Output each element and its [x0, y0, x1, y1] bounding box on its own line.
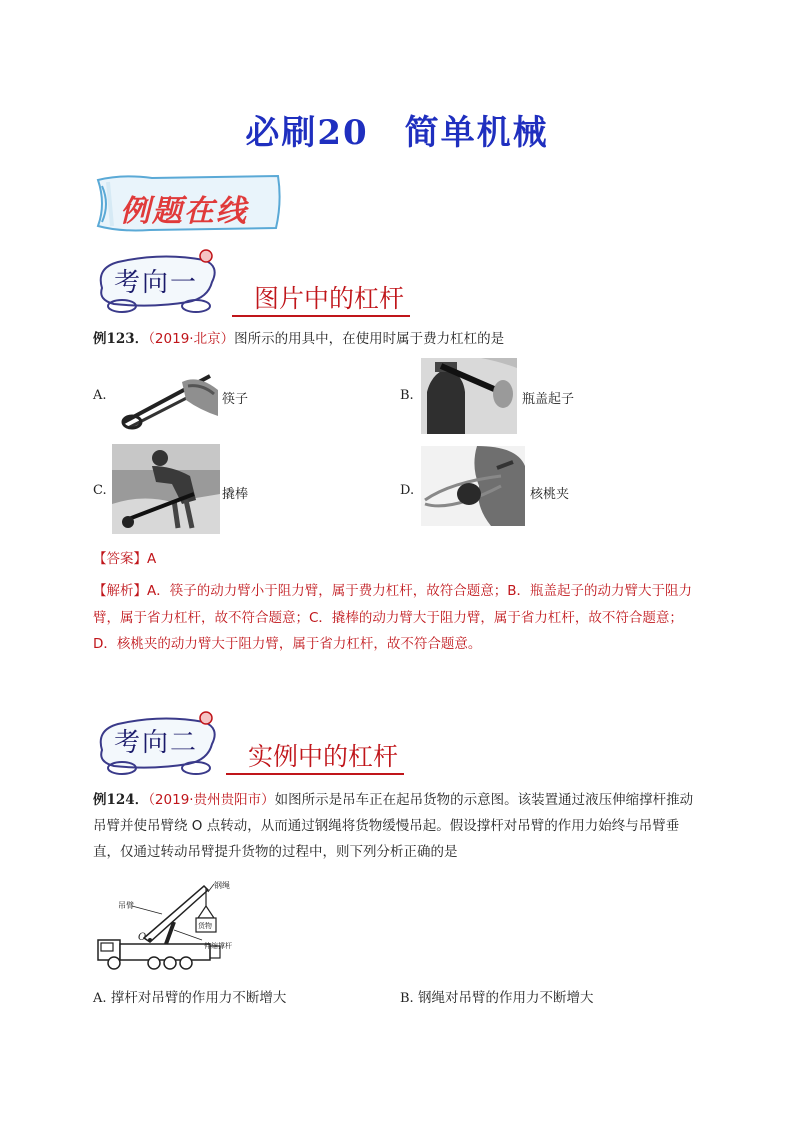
bottle-opener-image [421, 358, 517, 434]
answer-value: A [147, 551, 157, 567]
chopsticks-image [118, 360, 220, 432]
option-c-label: 撬棒 [222, 487, 249, 502]
section-badge-text-2: 考向二 [114, 728, 199, 758]
option-text: 撑杆对吊臂的作用力不断增大 [110, 990, 287, 1006]
option-letter: B. [400, 991, 414, 1006]
option-b [400, 388, 414, 403]
analysis [93, 578, 705, 658]
question-text: 如图所示是吊车正在起吊货物的示意图。该装置通过液压伸缩撑杆推动吊臂并使吊臂绕 O 点转动，从而通过钢绳将货物缓慢吊起。假设撑杆对吊臂的作用力始终与吊臂垂直，仅通过转动吊臂提升货物的过程中，则下列分析正确的是 [93, 792, 694, 860]
label-cargo: 货物 [198, 922, 212, 930]
option-a-label: 筷子 [222, 392, 249, 407]
option-letter: D. [400, 483, 415, 498]
section-heading-2: 实例中的杠杆 [226, 742, 404, 775]
option-letter: A. [93, 388, 107, 403]
option-d-label: 核桃夹 [530, 487, 570, 502]
question-source: （2019·贵州贵阳市） [148, 792, 275, 808]
option-letter: B. [400, 388, 414, 403]
option-letter: A. [93, 991, 107, 1006]
label-strut: 伸缩撑杆 [204, 942, 232, 950]
analysis-label: 【解析】 [93, 583, 147, 599]
label-boom: 吊臂 [118, 901, 134, 910]
option-124-b [400, 986, 593, 1006]
option-b-label: 瓶盖起子 [522, 392, 575, 407]
question-text: 图所示的用具中，在使用时属于费力杠杠的是 [234, 331, 505, 347]
question-124: 例124．（2019·贵州贵阳市）如图所示是吊车正在起吊货物的示意图。该装置通过液压伸缩撑杆推动吊臂并使吊臂绕 O 点转动，从而通过钢绳将货物缓慢吊起。假设撑杆对吊臂的作用力始终与吊臂垂直，仅通过转动吊臂提升货物的过程中，则下列分析正确的是 [93, 792, 694, 860]
question-123: 例123．（2019·北京）图所示的用具中，在使用时属于费力杠杠的是 [93, 331, 505, 347]
question-number: 例124 [93, 792, 135, 808]
label-rope: 钢绳 [214, 881, 230, 890]
option-letter: C. [93, 483, 107, 498]
page-title: 必刷20 简单机械 [245, 113, 549, 153]
option-124-a [93, 986, 286, 1006]
section-badge-text-1: 考向一 [114, 268, 199, 298]
option-d [400, 483, 414, 498]
option-a [93, 388, 107, 403]
nutcracker-image [421, 446, 525, 526]
crane-diagram [92, 878, 232, 974]
label-pivot: O [138, 932, 147, 943]
analysis-text: A．筷子的动力臂小于阻力臂，属于费力杠杆，故符合题意；B．瓶盖起子的动力臂大于阻力臂，属于省力杠杆，故不符合题意；C．撬棒的动力臂大于阻力臂，属于省力杠杆，故不符合题意；D．核桃夹的动力臂大于阻力臂，属于省力杠杆，故不符合题意。 [93, 583, 692, 652]
answer [93, 547, 156, 567]
question-source: （2019·北京） [148, 331, 235, 347]
section-heading-1: 图片中的杠杆 [232, 284, 410, 317]
crowbar-image [112, 444, 220, 534]
option-text: 钢绳对吊臂的作用力不断增大 [417, 990, 594, 1006]
banner-text: 例题在线 [120, 194, 248, 229]
question-number: 例123 [93, 331, 135, 347]
option-c [93, 483, 107, 498]
answer-label: 【答案】 [93, 551, 147, 567]
